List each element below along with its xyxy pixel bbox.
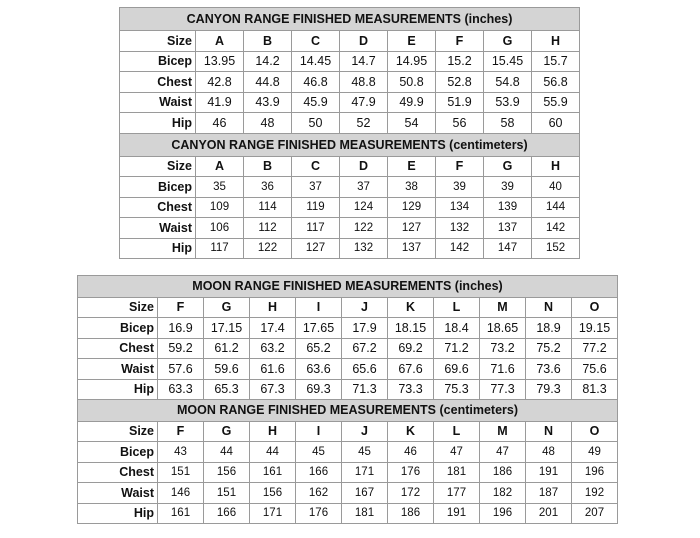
- measurement-cell: 67.3: [250, 379, 296, 400]
- measurement-cell: 181: [434, 462, 480, 483]
- table-row: [78, 483, 618, 504]
- table-row: [78, 379, 618, 400]
- size-header: D: [340, 31, 388, 52]
- measurement-cell: 37: [292, 177, 340, 198]
- measurement-cell: 54.8: [484, 72, 532, 93]
- table-row: [78, 318, 618, 339]
- row-label: Chest: [78, 462, 158, 483]
- size-header: F: [436, 31, 484, 52]
- measurement-cell: 37: [340, 177, 388, 198]
- measurement-cell: 47: [480, 442, 526, 463]
- size-label: Size: [120, 31, 196, 52]
- measurement-cell: 109: [196, 197, 244, 218]
- measurement-cell: 15.45: [484, 51, 532, 72]
- moon-measurements-table: [77, 275, 618, 524]
- table-row: [78, 359, 618, 380]
- measurement-cell: 161: [250, 462, 296, 483]
- measurement-cell: 117: [196, 238, 244, 259]
- measurement-cell: 69.2: [388, 338, 434, 359]
- size-header: O: [572, 421, 618, 442]
- size-header: K: [388, 421, 434, 442]
- measurement-cell: 18.65: [480, 318, 526, 339]
- measurement-cell: 42.8: [196, 72, 244, 93]
- measurement-cell: 46: [196, 113, 244, 134]
- measurement-cell: 152: [532, 238, 580, 259]
- measurement-cell: 45: [296, 442, 342, 463]
- size-header: G: [204, 297, 250, 318]
- measurement-cell: 17.9: [342, 318, 388, 339]
- measurement-cell: 61.2: [204, 338, 250, 359]
- measurement-cell: 39: [484, 177, 532, 198]
- measurement-cell: 63.6: [296, 359, 342, 380]
- measurement-cell: 57.6: [158, 359, 204, 380]
- measurement-cell: 43: [158, 442, 204, 463]
- measurement-cell: 47: [434, 442, 480, 463]
- measurement-cell: 38: [388, 177, 436, 198]
- measurement-cell: 56: [436, 113, 484, 134]
- size-header: A: [196, 31, 244, 52]
- measurement-cell: 151: [158, 462, 204, 483]
- size-header: J: [342, 297, 388, 318]
- row-label: Waist: [78, 359, 158, 380]
- measurement-cell: 15.2: [436, 51, 484, 72]
- table-row: [120, 197, 580, 218]
- measurement-cell: 176: [296, 503, 342, 524]
- measurement-cell: 49: [572, 442, 618, 463]
- measurement-cell: 45.9: [292, 92, 340, 113]
- row-label: Waist: [120, 92, 196, 113]
- measurement-cell: 18.9: [526, 318, 572, 339]
- measurement-cell: 171: [342, 462, 388, 483]
- size-header: L: [434, 421, 480, 442]
- table-row: [120, 51, 580, 72]
- measurement-cell: 75.3: [434, 379, 480, 400]
- canyon-inches-title-row: [120, 8, 580, 31]
- measurement-cell: 59.2: [158, 338, 204, 359]
- measurement-cell: 71.3: [342, 379, 388, 400]
- measurement-cell: 172: [388, 483, 434, 504]
- size-header: O: [572, 297, 618, 318]
- size-header: E: [388, 31, 436, 52]
- measurement-cell: 177: [434, 483, 480, 504]
- measurement-cell: 117: [292, 218, 340, 239]
- size-label: Size: [78, 421, 158, 442]
- row-label: Chest: [120, 72, 196, 93]
- measurement-cell: 44.8: [244, 72, 292, 93]
- measurement-cell: 45: [342, 442, 388, 463]
- measurement-cell: 35: [196, 177, 244, 198]
- measurement-cell: 191: [526, 462, 572, 483]
- row-label: Waist: [120, 218, 196, 239]
- measurement-cell: 137: [388, 238, 436, 259]
- canyon-cm-title-row: [120, 133, 580, 156]
- measurement-cell: 59.6: [204, 359, 250, 380]
- table-row: [120, 72, 580, 93]
- measurement-cell: 14.95: [388, 51, 436, 72]
- row-label: Waist: [78, 483, 158, 504]
- measurement-cell: 137: [484, 218, 532, 239]
- row-label: Chest: [120, 197, 196, 218]
- measurement-cell: 171: [250, 503, 296, 524]
- size-header: A: [196, 156, 244, 177]
- size-header: G: [484, 31, 532, 52]
- measurement-cell: 19.15: [572, 318, 618, 339]
- measurement-cell: 142: [532, 218, 580, 239]
- row-label: Bicep: [78, 442, 158, 463]
- size-header: F: [158, 421, 204, 442]
- measurement-cell: 18.15: [388, 318, 434, 339]
- measurement-cell: 176: [388, 462, 434, 483]
- table-row: [120, 92, 580, 113]
- measurement-cell: 50.8: [388, 72, 436, 93]
- measurement-cell: 54: [388, 113, 436, 134]
- size-header: C: [292, 156, 340, 177]
- size-label: Size: [78, 297, 158, 318]
- measurement-cell: 181: [342, 503, 388, 524]
- measurement-cell: 186: [480, 462, 526, 483]
- table-row: [78, 503, 618, 524]
- measurement-cell: 73.6: [526, 359, 572, 380]
- moon-cm-title: MOON RANGE FINISHED MEASUREMENTS (centimeters): [78, 400, 618, 422]
- measurement-cell: 134: [436, 197, 484, 218]
- measurement-cell: 167: [342, 483, 388, 504]
- measurement-cell: 44: [204, 442, 250, 463]
- measurement-cell: 162: [296, 483, 342, 504]
- measurement-cell: 48.8: [340, 72, 388, 93]
- measurement-cell: 14.7: [340, 51, 388, 72]
- size-header: H: [532, 156, 580, 177]
- row-label: Chest: [78, 338, 158, 359]
- measurement-cell: 132: [436, 218, 484, 239]
- canyon-inches-title: CANYON RANGE FINISHED MEASUREMENTS (inches): [120, 8, 580, 31]
- measurement-cell: 41.9: [196, 92, 244, 113]
- measurement-cell: 127: [388, 218, 436, 239]
- size-header-row: [120, 31, 580, 52]
- measurement-cell: 187: [526, 483, 572, 504]
- size-header: J: [342, 421, 388, 442]
- measurement-cell: 112: [244, 218, 292, 239]
- measurement-cell: 14.2: [244, 51, 292, 72]
- measurement-cell: 43.9: [244, 92, 292, 113]
- measurement-cell: 46.8: [292, 72, 340, 93]
- measurement-cell: 122: [244, 238, 292, 259]
- measurement-cell: 201: [526, 503, 572, 524]
- size-header: G: [204, 421, 250, 442]
- row-label: Bicep: [78, 318, 158, 339]
- measurement-cell: 79.3: [526, 379, 572, 400]
- measurement-cell: 44: [250, 442, 296, 463]
- size-header: E: [388, 156, 436, 177]
- measurement-cell: 75.6: [572, 359, 618, 380]
- measurement-cell: 139: [484, 197, 532, 218]
- measurement-cell: 75.2: [526, 338, 572, 359]
- measurement-cell: 129: [388, 197, 436, 218]
- measurement-cell: 77.2: [572, 338, 618, 359]
- measurement-cell: 192: [572, 483, 618, 504]
- size-header: N: [526, 421, 572, 442]
- measurement-cell: 39: [436, 177, 484, 198]
- measurement-cell: 16.9: [158, 318, 204, 339]
- measurement-cell: 51.9: [436, 92, 484, 113]
- measurement-cell: 52: [340, 113, 388, 134]
- measurement-cell: 65.2: [296, 338, 342, 359]
- measurement-cell: 119: [292, 197, 340, 218]
- measurement-cell: 18.4: [434, 318, 480, 339]
- moon-inches-title-row: [78, 276, 618, 298]
- measurement-cell: 161: [158, 503, 204, 524]
- measurement-cell: 142: [436, 238, 484, 259]
- size-header: F: [158, 297, 204, 318]
- measurement-cell: 132: [340, 238, 388, 259]
- measurement-cell: 106: [196, 218, 244, 239]
- size-label: Size: [120, 156, 196, 177]
- moon-cm-title-row: [78, 400, 618, 422]
- measurement-cell: 186: [388, 503, 434, 524]
- measurement-cell: 114: [244, 197, 292, 218]
- measurement-cell: 156: [204, 462, 250, 483]
- size-header: G: [484, 156, 532, 177]
- row-label: Hip: [120, 238, 196, 259]
- measurement-cell: 124: [340, 197, 388, 218]
- measurement-cell: 48: [244, 113, 292, 134]
- measurement-cell: 65.3: [204, 379, 250, 400]
- measurement-cell: 17.4: [250, 318, 296, 339]
- measurement-cell: 71.2: [434, 338, 480, 359]
- measurement-cell: 49.9: [388, 92, 436, 113]
- size-header: H: [532, 31, 580, 52]
- measurement-cell: 63.3: [158, 379, 204, 400]
- size-header: N: [526, 297, 572, 318]
- size-header: M: [480, 421, 526, 442]
- measurement-cell: 127: [292, 238, 340, 259]
- measurement-cell: 52.8: [436, 72, 484, 93]
- table-row: [120, 218, 580, 239]
- row-label: Hip: [120, 113, 196, 134]
- measurement-cell: 58: [484, 113, 532, 134]
- row-label: Hip: [78, 503, 158, 524]
- measurement-cell: 69.3: [296, 379, 342, 400]
- table-row: [78, 462, 618, 483]
- size-header: C: [292, 31, 340, 52]
- measurement-cell: 191: [434, 503, 480, 524]
- size-header: F: [436, 156, 484, 177]
- measurement-cell: 61.6: [250, 359, 296, 380]
- size-header-row: [78, 297, 618, 318]
- table-row: [78, 338, 618, 359]
- measurement-cell: 146: [158, 483, 204, 504]
- table-row: [120, 177, 580, 198]
- measurement-cell: 81.3: [572, 379, 618, 400]
- measurement-cell: 73.3: [388, 379, 434, 400]
- row-label: Hip: [78, 379, 158, 400]
- measurement-cell: 122: [340, 218, 388, 239]
- measurement-cell: 65.6: [342, 359, 388, 380]
- measurement-cell: 17.15: [204, 318, 250, 339]
- measurement-cell: 144: [532, 197, 580, 218]
- measurement-cell: 166: [204, 503, 250, 524]
- size-header-row: [78, 421, 618, 442]
- measurement-cell: 166: [296, 462, 342, 483]
- size-header-row: [120, 156, 580, 177]
- size-header: K: [388, 297, 434, 318]
- canyon-cm-title: CANYON RANGE FINISHED MEASUREMENTS (centimeters): [120, 133, 580, 156]
- measurement-cell: 151: [204, 483, 250, 504]
- measurement-cell: 71.6: [480, 359, 526, 380]
- size-header: I: [296, 297, 342, 318]
- moon-inches-title: MOON RANGE FINISHED MEASUREMENTS (inches): [78, 276, 618, 298]
- measurement-cell: 14.45: [292, 51, 340, 72]
- table-row: [120, 238, 580, 259]
- measurement-cell: 67.2: [342, 338, 388, 359]
- measurement-cell: 147: [484, 238, 532, 259]
- measurement-cell: 53.9: [484, 92, 532, 113]
- row-label: Bicep: [120, 177, 196, 198]
- size-header: L: [434, 297, 480, 318]
- measurement-cell: 56.8: [532, 72, 580, 93]
- measurement-cell: 182: [480, 483, 526, 504]
- measurement-cell: 48: [526, 442, 572, 463]
- measurement-cell: 46: [388, 442, 434, 463]
- size-header: B: [244, 31, 292, 52]
- measurement-cell: 55.9: [532, 92, 580, 113]
- size-header: H: [250, 297, 296, 318]
- size-header: I: [296, 421, 342, 442]
- measurement-cell: 196: [480, 503, 526, 524]
- size-header: M: [480, 297, 526, 318]
- measurement-cell: 73.2: [480, 338, 526, 359]
- measurement-cell: 36: [244, 177, 292, 198]
- measurement-cell: 15.7: [532, 51, 580, 72]
- measurement-cell: 196: [572, 462, 618, 483]
- measurement-cell: 156: [250, 483, 296, 504]
- canyon-measurements-table: [119, 7, 580, 259]
- measurement-cell: 60: [532, 113, 580, 134]
- measurement-cell: 77.3: [480, 379, 526, 400]
- measurement-cell: 13.95: [196, 51, 244, 72]
- table-row: [78, 442, 618, 463]
- measurement-cell: 207: [572, 503, 618, 524]
- size-header: H: [250, 421, 296, 442]
- measurement-cell: 63.2: [250, 338, 296, 359]
- measurement-cell: 17.65: [296, 318, 342, 339]
- measurement-cell: 50: [292, 113, 340, 134]
- size-header: D: [340, 156, 388, 177]
- measurement-cell: 40: [532, 177, 580, 198]
- measurement-cell: 69.6: [434, 359, 480, 380]
- table-row: [120, 113, 580, 134]
- row-label: Bicep: [120, 51, 196, 72]
- measurement-cell: 67.6: [388, 359, 434, 380]
- size-header: B: [244, 156, 292, 177]
- measurement-cell: 47.9: [340, 92, 388, 113]
